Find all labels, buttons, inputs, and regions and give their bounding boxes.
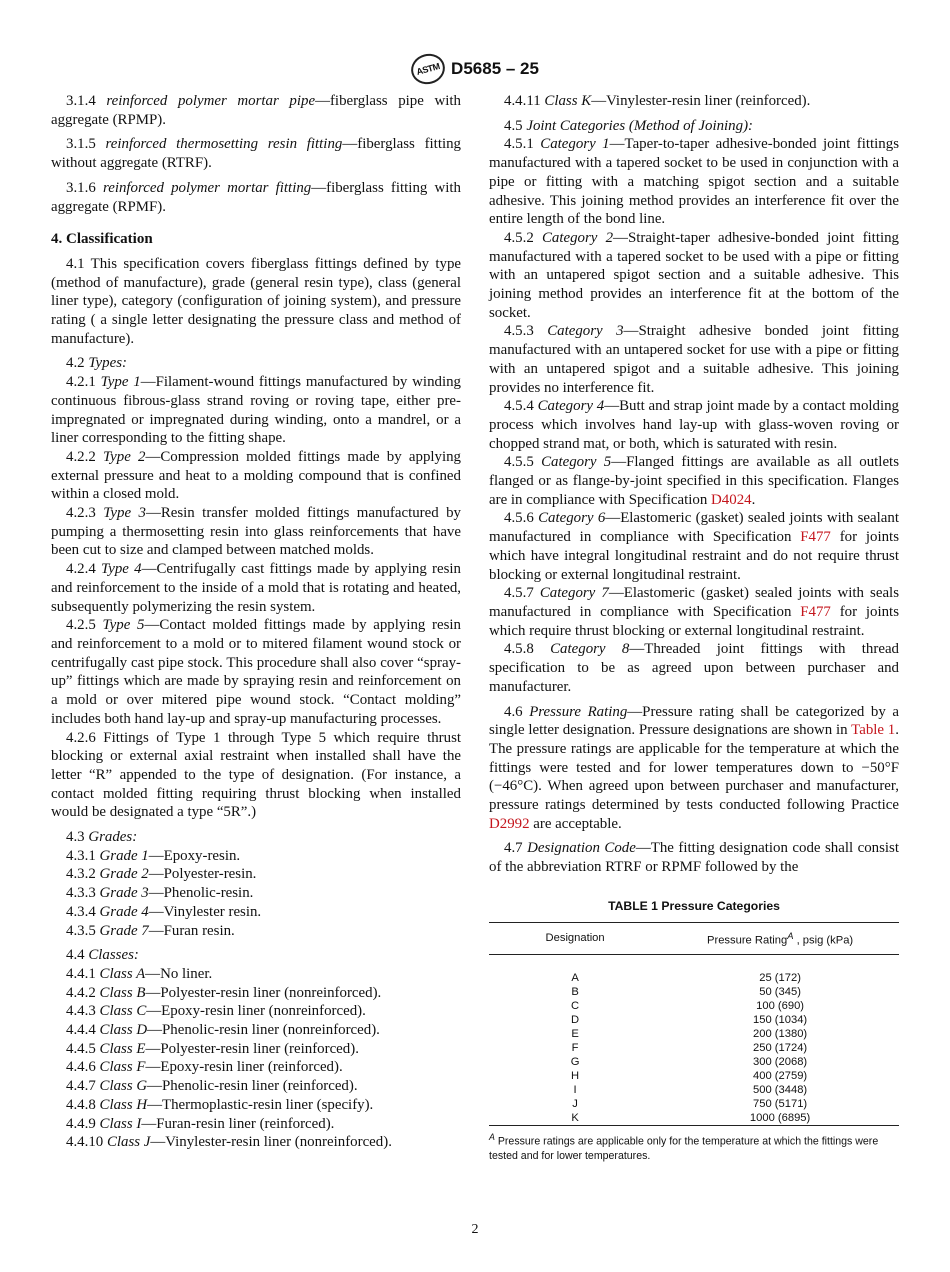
para-4-5: 4.5 Joint Categories (Method of Joining): bbox=[504, 117, 753, 134]
grade-item: 4.3.4 Grade 4—Vinylester resin. bbox=[66, 903, 262, 920]
para-4-5-2: 4.5.2 Category 2—Straight-taper adhesive-bonded joint fitting manufactured with a tapered socket to be used with a pipe or fitting with an untapered spigot section and a suitable adhesive. This joining method provides an interference fit at the bottom of the socket. bbox=[489, 229, 899, 321]
table-header-row bbox=[489, 922, 899, 954]
para-4-2: 4.2 Types: bbox=[66, 355, 127, 372]
header-pressure-rating: Pressure Rating$^A$ , psig (kPa) bbox=[661, 922, 899, 954]
astm-logo-icon: ASTM bbox=[408, 50, 449, 88]
grade-item: 4.3.5 Grade 7—Furan resin. bbox=[66, 922, 235, 939]
left-column bbox=[51, 92, 461, 1152]
class-item: 4.4.10 Class J—Vinylester-resin liner (nonreinforced). bbox=[66, 1134, 392, 1151]
table-row: D 150 (1034) bbox=[571, 1013, 808, 1026]
para-3-1-6: 3.1.6 reinforced polymer mortar fitting—fiberglass fitting with aggregate (RPMF). bbox=[51, 179, 461, 215]
para-3-1-5: 3.1.5 reinforced thermosetting resin fitting—fiberglass fitting without aggregate (RTRF). bbox=[51, 136, 461, 172]
link-d2992[interactable]: D2992 bbox=[489, 815, 530, 832]
class-item: 4.4.5 Class E—Polyester-resin liner (reinforced). bbox=[66, 1040, 359, 1057]
para-4-2-6: 4.2.6 Fittings of Type 1 through Type 5 which require thrust blocking or external axial restraint when installed shall have the letter “R” appended to the type of designation. (For instance, a contact molded fitting requiring thrust blocking when installed would be designated a type “5R”.) bbox=[51, 729, 461, 821]
table-footnote: $^A$ Pressure ratings are applicable only for the temperature at which the fittings were tested and for lower temperatures. bbox=[489, 1131, 879, 1162]
table-row: J 750 (5171) bbox=[572, 1097, 808, 1110]
para-3-1-4: 3.1.4 reinforced polymer mortar pipe—fiberglass pipe with aggregate (RPMP). bbox=[51, 93, 461, 128]
para-4-4: 4.4 Classes: bbox=[66, 947, 139, 964]
class-item: 4.4.6 Class F—Epoxy-resin liner (reinforced). bbox=[66, 1059, 343, 1076]
section-heading-classification: 4. Classification bbox=[51, 231, 153, 248]
table-title: TABLE 1 Pressure Categories bbox=[608, 898, 780, 913]
para-4-2-5: 4.2.5 Type 5—Contact molded fittings made by applying resin and reinforcement to a mold or to mitered filament wound stock or centrifugally cast pipe stock. This procedure shall also cover “spray-up” fittings which are made by spraying resin and reinforcement on a mold or over mitered pipe wound stock. “Contact molding” includes both hand lay-up and spray-up manufacturing processes. bbox=[51, 617, 461, 727]
para-4-5-6: 4.5.6 Category 6—Elastomeric (gasket) sealed joints with sealant manufactured in compliance with Specification F477 for joints which have integral longitudinal restraint and do not require thrust blocking or external longitudinal restraint. bbox=[489, 510, 899, 583]
para-4-7: 4.7 Designation Code—The fitting designation code shall consist of the abbreviation RTRF or RPMF followed by the bbox=[489, 840, 899, 876]
class-item: 4.4.4 Class D—Phenolic-resin liner (nonreinforced). bbox=[66, 1022, 380, 1039]
para-4-6: 4.6 Pressure Rating—Pressure rating shall be categorized by a single letter designation. Pressure designations are shown in Table 1. The pressure ratings are applicable for the temperature at which the fittings were tested and for lower temperatures down to −50°F (−46°C). When agreed upon between purchaser and manufacturer, pressure ratings determined by tests conducted following Practice D2992 are acceptable. bbox=[489, 703, 899, 832]
table-row: A 25 (172) bbox=[571, 971, 801, 984]
para-4-5-8: 4.5.8 Category 8—Threaded joint fittings with thread specification to be as agreed upon between purchaser and manufacturer. bbox=[489, 641, 899, 695]
para-4-2-2: 4.2.2 Type 2—Compression molded fittings made by applying external pressure and heat to a molding compound that is confined within a closed mold. bbox=[51, 448, 461, 503]
link-f477[interactable]: F477 bbox=[800, 529, 831, 546]
table-row: F 250 (1724) bbox=[571, 1041, 808, 1054]
class-item: 4.4.2 Class B—Polyester-resin liner (nonreinforced). bbox=[66, 984, 382, 1001]
table-row: I 500 (3448) bbox=[573, 1083, 808, 1096]
table bbox=[489, 922, 899, 1126]
para-4-5-1: 4.5.1 Category 1—Taper-to-taper adhesive-bonded joint fittings manufactured with a tapered socket to be used in conjunction with a pipe or fitting with a matching spigot section and a suitable adhesive. This joining method provides an interference fit over the entire length of the bond line. bbox=[489, 136, 899, 228]
para-4-4-11: 4.4.11 Class K—Vinylester-resin liner (reinforced). bbox=[504, 93, 811, 109]
class-item: 4.4.9 Class I—Furan-resin liner (reinforced). bbox=[66, 1115, 335, 1132]
class-item: 4.4.1 Class A—No liner. bbox=[66, 965, 213, 982]
grade-item: 4.3.3 Grade 3—Phenolic-resin. bbox=[66, 885, 254, 902]
link-f477[interactable]: F477 bbox=[800, 603, 831, 620]
class-item: 4.4.3 Class C—Epoxy-resin liner (nonreinforced). bbox=[66, 1003, 366, 1020]
right-column bbox=[489, 92, 899, 1163]
para-4-2-1: 4.2.1 Type 1—Filament-wound fittings manufactured by winding continuous fibrous-glass strand roving or roving tape, either pre-impregnated or impregnated during winding, onto a mandrel, or a liner corresponding to the fitting shape. bbox=[51, 374, 461, 447]
para-4-5-4: 4.5.4 Category 4—Butt and strap joint made by a contact molding process which involves hand lay-up with glass-woven roving or chopped strand mat, or both, which is saturated with resin. bbox=[489, 398, 899, 452]
grade-item: 4.3.2 Grade 2—Polyester-resin. bbox=[66, 866, 257, 883]
para-4-5-5: 4.5.5 Category 5—Flanged fittings are available as all outlets flanged or as flange-by-joint specified in this specification. Flanges are in compliance with Specification D4024. bbox=[489, 454, 899, 508]
link-table-1[interactable]: Table 1 bbox=[851, 722, 896, 739]
page-header bbox=[0, 54, 950, 84]
class-item: 4.4.7 Class G—Phenolic-resin liner (reinforced). bbox=[66, 1078, 358, 1095]
pressure-categories-table bbox=[489, 897, 899, 1163]
para-4-2-4: 4.2.4 Type 4—Centrifugally cast fittings made by applying resin and reinforcement to the inside of a mold that is rotating and heated, subsequently polymerizing the resin system. bbox=[51, 561, 461, 615]
header-designation: Designation bbox=[489, 922, 661, 954]
class-item: 4.4.8 Class H—Thermoplastic-resin liner (specify). bbox=[66, 1096, 374, 1113]
document-id: D5685 – 25 bbox=[451, 59, 539, 78]
table-row: G 300 (2068) bbox=[570, 1055, 808, 1068]
para-4-1: 4.1 This specification covers fiberglass fittings defined by type (method of manufacture), grade (general resin type), class (general liner type), category (configuration of joining system), and pressure rating ( a single letter designating the pressure class and method of manufacture). bbox=[51, 255, 461, 347]
table-row: H 400 (2759) bbox=[571, 1069, 808, 1082]
para-4-3: 4.3 Grades: bbox=[66, 829, 138, 846]
grade-item: 4.3.1 Grade 1—Epoxy-resin. bbox=[66, 847, 241, 864]
page-number: 2 bbox=[471, 1222, 479, 1237]
table-row: B 50 (345) bbox=[571, 985, 801, 998]
table-row: K 1000 (6895) bbox=[489, 1111, 899, 1126]
table-row: C 100 (690) bbox=[571, 999, 805, 1012]
para-4-5-3: 4.5.3 Category 3—Straight adhesive bonded joint fitting manufactured with an untapered socket for use with a pipe or fitting with an untapered spigot and a suitable adhesive. This joining provides no interference fit. bbox=[489, 323, 899, 396]
link-d4024[interactable]: D4024 bbox=[711, 491, 752, 508]
para-4-5-7: 4.5.7 Category 7—Elastomeric (gasket) sealed joints with seals manufactured in compliance with Specification F477 for joints which require thrust blocking or external longitudinal restraint. bbox=[489, 585, 899, 639]
para-4-2-3: 4.2.3 Type 3—Resin transfer molded fittings manufactured by pumping a thermosetting resin into glass reinforcements that have been cut to size and clamped between matched molds. bbox=[51, 505, 461, 559]
table-row: E 200 (1380) bbox=[571, 1027, 808, 1040]
